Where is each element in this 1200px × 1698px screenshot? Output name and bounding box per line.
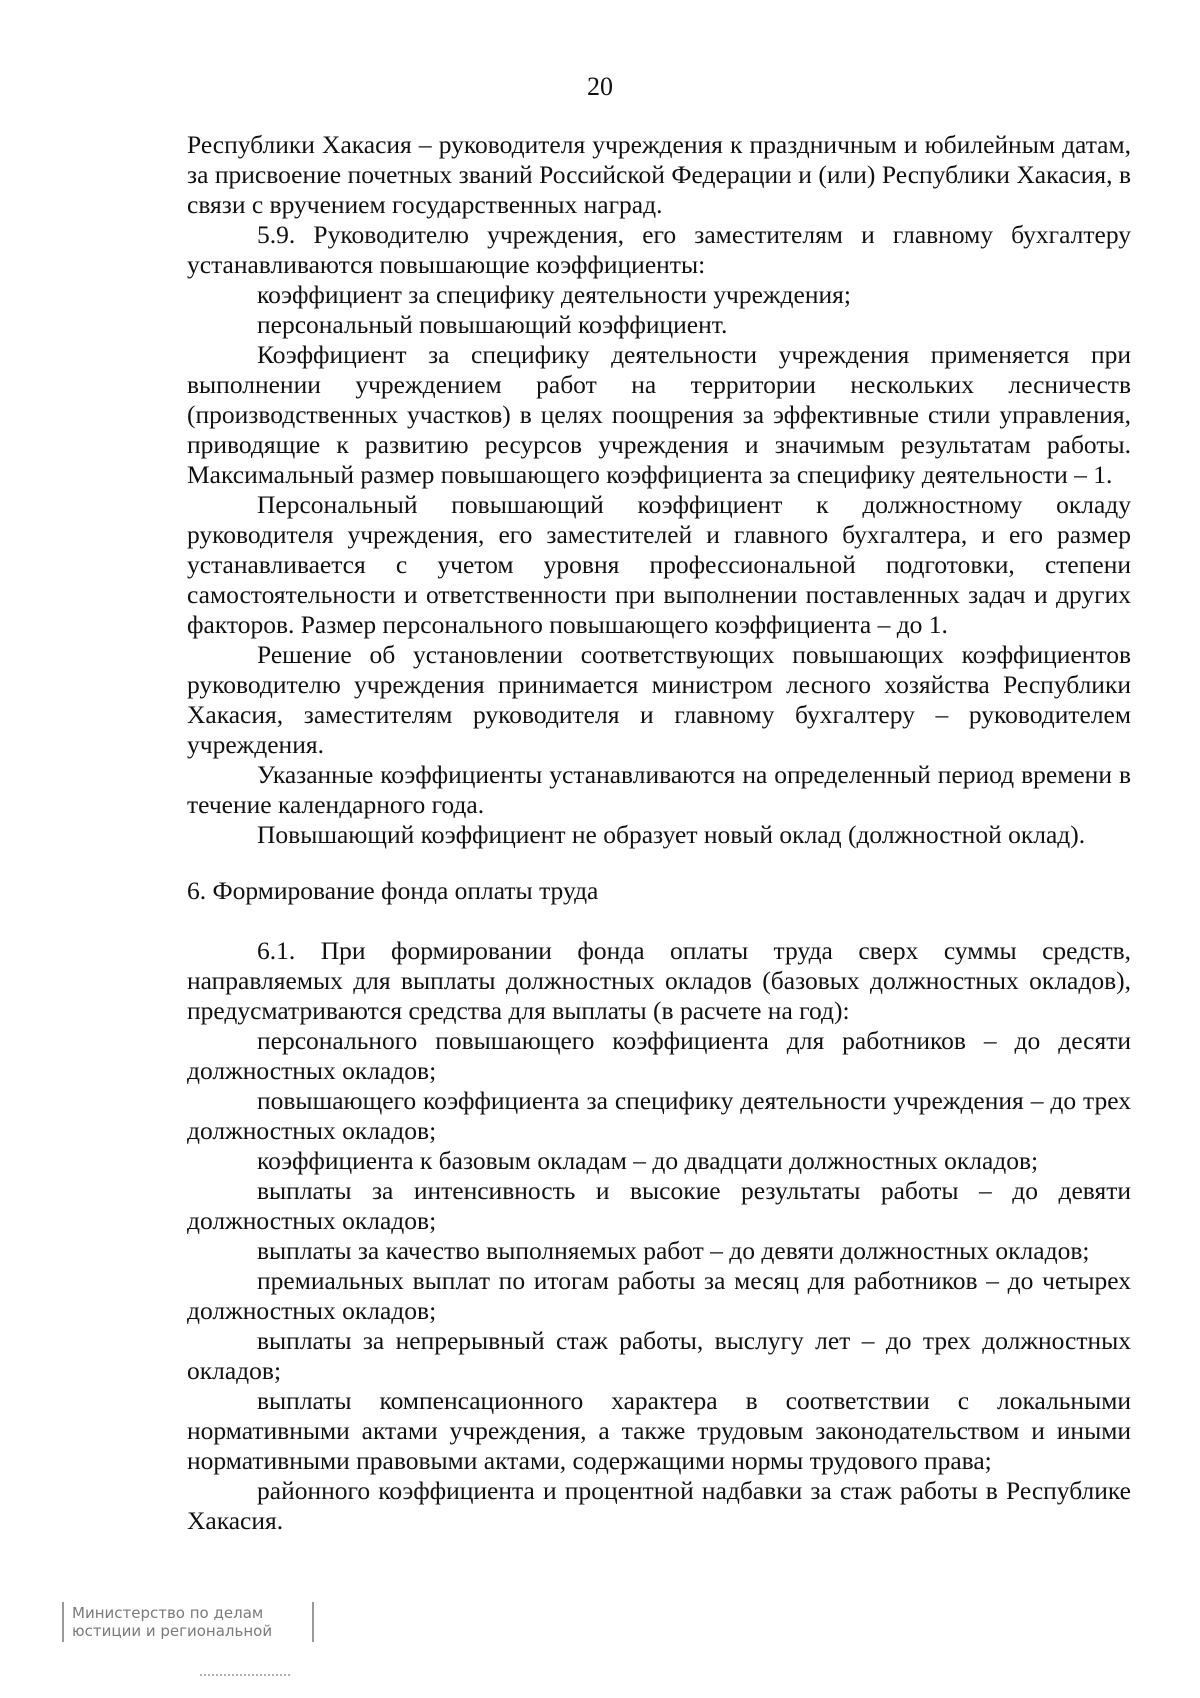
document-body xyxy=(187,130,1131,1536)
page-number: 20 xyxy=(587,72,613,101)
paragraph-specifics-coefficient: Коэффициент за специфику деятельности учреждения применяется при выполнении учреждением работ на территории нескольких лесничеств (производственных участков) в целях поощрения за эффективные стили управления, приводящие к развитию ресурсов учреждения и значимым результатам работы. Максимальный размер повышающего коэффициента за специфику деятельности – 1. xyxy=(187,340,1131,489)
list-item-fund: персонального повышающего коэффициента для работников – до десяти должностных окладов; xyxy=(187,1026,1131,1085)
list-item-specifics-coefficient: коэффициент за специфику деятельности учреждения; xyxy=(257,280,851,309)
paragraph-period: Указанные коэффициенты устанавливаются на определенный период времени в течение календарного года. xyxy=(187,760,1131,819)
stamp-dotted-line xyxy=(200,1674,290,1678)
stamp-line-2: юстиции и региональной xyxy=(72,1622,273,1640)
paragraph-continuation: Республики Хакасия – руководителя учреждения к праздничным и юбилейным датам, за присвоение почетных званий Российской Федерации и (или) Республики Хакасия, в связи с вручением государственных наград. xyxy=(187,130,1131,219)
paragraph-6-1: 6.1. При формировании фонда оплаты труда сверх суммы средств, направляемых для выплаты должностных окладов (базовых должностных окладов), предусматриваются средства для выплаты (в расчете на год): xyxy=(187,936,1131,1025)
list-item-fund: коэффициента к базовым окладам – до двадцати должностных окладов; xyxy=(257,1146,1039,1175)
list-item-personal-coefficient: персональный повышающий коэффициент. xyxy=(257,310,728,339)
paragraph-personal-coefficient: Персональный повышающий коэффициент к должностному окладу руководителя учреждения, его заместителей и главного бухгалтера, и его размер устанавливается с учетом уровня профессиональной подготовки, степени самостоятельности и ответственности при выполнении поставленных задач и других факторов. Размер персонального повышающего коэффициента – до 1. xyxy=(187,490,1131,639)
paragraph-5-9: 5.9. Руководителю учреждения, его заместителям и главному бухгалтеру устанавливаются повышающие коэффициенты: xyxy=(187,220,1131,279)
list-item-fund: выплаты за интенсивность и высокие результаты работы – до девяти должностных окладов; xyxy=(187,1176,1131,1235)
paragraph-decision: Решение об установлении соответствующих повышающих коэффициентов руководителю учреждения принимается министром лесного хозяйства Республики Хакасия, заместителям руководителя и главному бухгалтеру – руководителем учреждения. xyxy=(187,640,1131,759)
list-item-fund: повышающего коэффициента за специфику деятельности учреждения – до трех должностных окладов; xyxy=(187,1086,1131,1145)
list-item-fund: выплаты компенсационного характера в соответствии с локальными нормативными актами учреждения, а также трудовым законодательством и иными нормативными правовыми актами, содержащими нормы трудового права; xyxy=(187,1386,1131,1475)
paragraph-new-salary: Повышающий коэффициент не образует новый оклад (должностной оклад). xyxy=(257,820,1086,849)
registration-stamp xyxy=(62,1602,314,1642)
stamp-line-1: Министерство по делам xyxy=(72,1604,264,1622)
list-item-fund: выплаты за непрерывный стаж работы, выслугу лет – до трех должностных окладов; xyxy=(187,1326,1131,1385)
list-item-fund: выплаты за качество выполняемых работ – до девяти должностных окладов; xyxy=(257,1236,1090,1265)
list-item-fund: районного коэффициента и процентной надбавки за стаж работы в Республике Хакасия. xyxy=(187,1476,1131,1535)
list-item-fund: премиальных выплат по итогам работы за месяц для работников – до четырех должностных окладов; xyxy=(187,1266,1131,1325)
section-heading: 6. Формирование фонда оплаты труда xyxy=(187,876,599,905)
